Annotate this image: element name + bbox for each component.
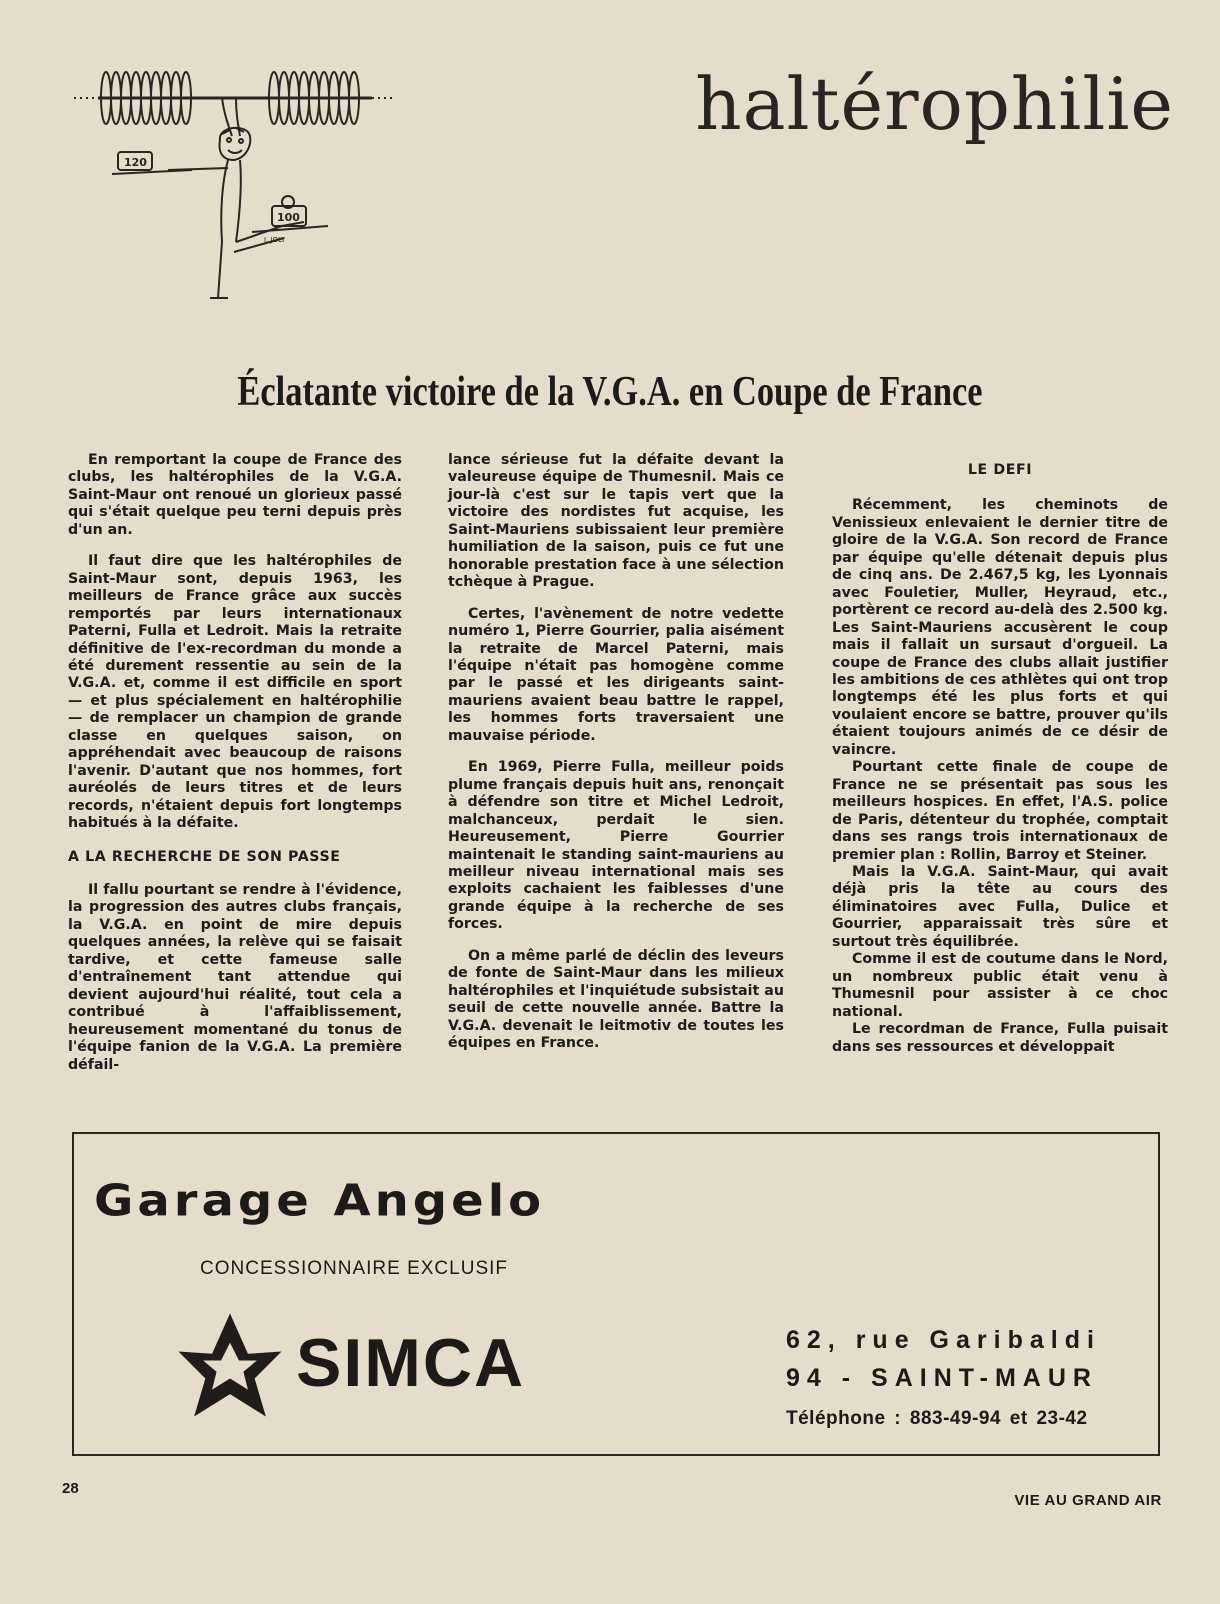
paragraph: Le recordman de France, Fulla puisait dans ses ressources et développait — [832, 1021, 1168, 1055]
paragraph: Comme il est de coutume dans le Nord, un nombreux public était venu à Thumesnil pour assister à ce choc national. — [832, 951, 1168, 1020]
paragraph: En remportant la coupe de France des clubs, les haltérophiles de la V.G.A. Saint-Maur ont renoué un glorieux passé qui s'était quelque peu terni depuis près d'un an. — [68, 452, 402, 538]
ad-subtitle: CONCESSIONNAIRE EXCLUSIF — [200, 1258, 508, 1279]
page-number: 28 — [62, 1480, 79, 1497]
subheading: A LA RECHERCHE DE SON PASSE — [68, 848, 341, 865]
ad-business-name: Garage Angelo — [94, 1176, 546, 1227]
paragraph: Il fallu pourtant se rendre à l'évidence, la progression des autres clubs français, la V.G.A. en point de mire depuis quelques années, la relève qui se faisait tardive, et cette fameuse salle d'entraînement tant attendue qui devient aujourd'hui réalité, tout cela a contribué à l'affaiblissement, heureusement momentané du tonus de l'équipe fanion de la V.G.A. La première défail- — [68, 881, 402, 1073]
paragraph: En 1969, Pierre Fulla, meilleur poids plume français depuis huit ans, renonçait à défendre son titre et Michel Ledroit, malchanceux, perdait le sien. Heureusement, Pierre Gourrier maintenait le standing saint-mauriens au meilleur niveau international mais ses exploits cachaient les faiblesses d'une grande équipe à la recherche de ses forces. — [448, 759, 784, 933]
article-headline: Éclatante victoire de la V.G.A. en Coupe de France — [237, 369, 983, 415]
magazine-title: VIE AU GRAND AIR — [1014, 1492, 1162, 1509]
paragraph: Pourtant cette finale de coupe de France ne se présentait pas sous les meilleurs hospices. En effet, l'A.S. police de Paris, détenteur du trophée, comptait dans ses rangs trois internationaux de premier plan : Rollin, Barroy et Steiner. — [832, 759, 1168, 863]
simca-pentastar-icon — [174, 1309, 286, 1421]
paragraph: Il faut dire que les haltérophiles de Saint-Maur sont, depuis 1963, les meilleurs de France grâce aux succès remportés par leurs internationaux Paterni, Fulla et Ledroit. Mais la retraite définitive de l'ex-recordman du monde a été durement ressentie au sein de la V.G.A. et, comme il est difficile en sport — et plus spécialement en haltérophilie — de remplacer un champion de grande classe en quelques saison, on appréhendait avec beaucoup de raisons l'avenir. D'autant que nos hommes, fort auréolés de leurs titres et de leurs records, n'étaient depuis fort longtemps habitués à la défaite. — [68, 553, 402, 832]
article-column-1 — [68, 452, 402, 1088]
plate-left-label: 120 — [124, 156, 147, 169]
plate-right-label: 100 — [277, 211, 300, 224]
illustrator-signature: J. JOLY — [264, 236, 286, 244]
weightlifter-illustration — [72, 62, 412, 312]
ad-address-street: 62, rue Garibaldi — [786, 1326, 1101, 1354]
paragraph: Mais la V.G.A. Saint-Maur, qui avait déjà pris la tête au cours des éliminatoires avec Fulla, Dulice et Gourrier, apparaissait très sûre et surtout très équilibrée. — [832, 863, 1168, 950]
article-column-3 — [832, 452, 1168, 1056]
section-title: haltérophilie — [695, 62, 1174, 146]
paragraph: Récemment, les cheminots de Venissieux enlevaient le dernier titre de gloire de la V.G.A. Son record de France par équipe qu'elle détenait depuis plus de cinq ans. De 2.467,5 kg, les Lyonnais avec Fouletier, Muller, Heyraud, etc., portèrent ce record au-delà des 2.500 kg. Les Saint-Mauriens accusèrent le coup mais il fallait un sursaut d'orgueil. La coupe de France des clubs allait justifier les ambitions de ces athlètes qui ont trop longtemps été les plus forts et qui voulaient encore se battre, prouver qu'ils étaient toujours animés de ce désir de vaincre. — [832, 497, 1168, 758]
paragraph: On a même parlé de déclin des leveurs de fonte de Saint-Maur dans les milieux haltérophiles et l'inquiétude subsistait au seuil de cette nouvelle année. Battre la V.G.A. devenait le leitmotiv de toutes les équipes en France. — [448, 947, 784, 1052]
paragraph: lance sérieuse fut la défaite devant la valeureuse équipe de Thumesnil. Mais ce jour-là c'est sur le tapis vert que la victoire des nordistes fut acquise, les Saint-Mauriens subissaient leur première humiliation de la saison, puis ce fut une honorable prestation face à une sélection tchèque à Prague. — [448, 452, 784, 591]
ad-brand-name: SIMCA — [296, 1325, 526, 1401]
article-column-2 — [448, 452, 784, 1067]
garage-advertisement — [72, 1132, 1160, 1456]
ad-address-city: 94 - SAINT-MAUR — [786, 1364, 1098, 1392]
ad-phone: Téléphone : 883-49-94 et 23-42 — [786, 1408, 1088, 1429]
subheading: LE DEFI — [967, 462, 1033, 478]
paragraph: Certes, l'avènement de notre vedette numéro 1, Pierre Gourrier, palia aisément la retraite de Marcel Paterni, mais l'équipe n'était pas homogène comme par le passé et les dirigeants saint-mauriens avaient beau battre le rappel, les hommes forts traversaient une mauvaise période. — [448, 605, 784, 744]
